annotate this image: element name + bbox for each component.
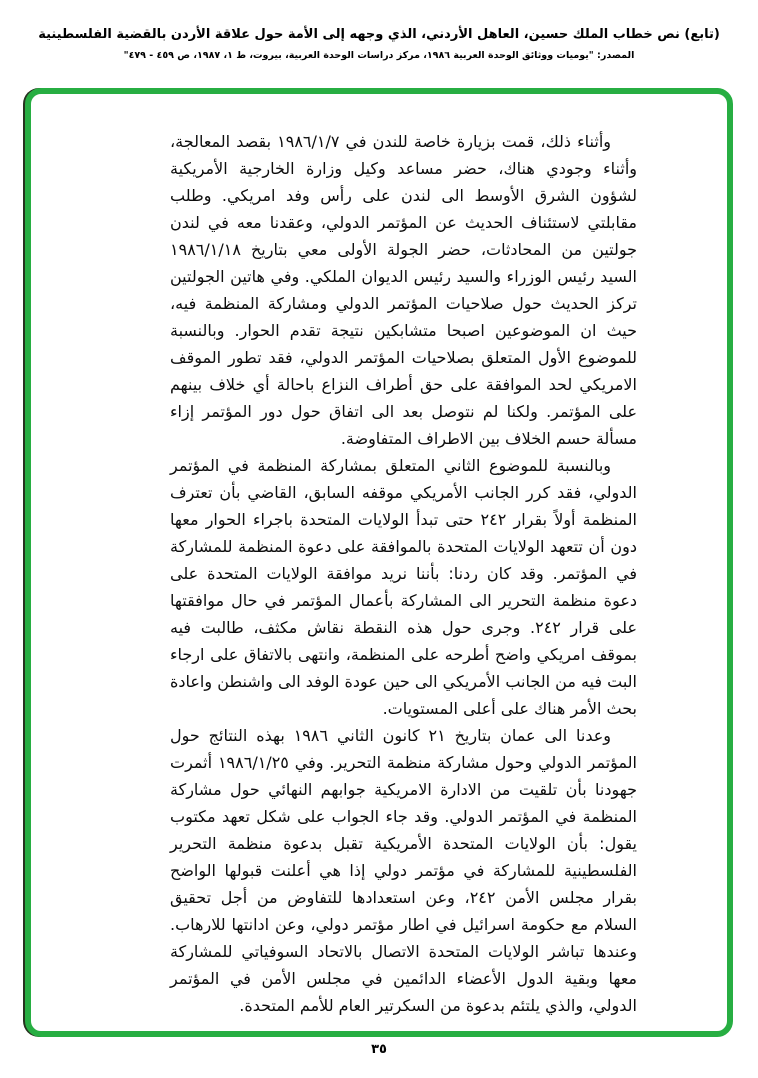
- green-border-frame: [25, 88, 733, 1037]
- paragraph-1: وأثناء ذلك، قمت بزيارة خاصة للندن في ١٩٨٦/١/٧ بقصد المعالجة، وأثناء وجودي هناك، حضر مساعد وكيل وزارة الخارجية الأمريكية لشؤون الشرق الأوسط الى لندن على رأس وفد امريكي. وطلب مقابلتي لاستئناف الحديث عن المؤتمر الدولي، وعقدنا معه في لندن جولتين من المحادثات، حضر الجولة الأولى معي بتاريخ ١٩٨٦/١/١٨ السيد رئيس الوزراء والسيد رئيس الديوان الملكي. وفي هاتين الجولتين تركز الحديث حول صلاحيات المؤتمر الدولي ومشاركة المنظمة فيه، حيث ان الموضوعين اصبحا متشابكين نتيجة تقدم الحوار. وبالنسبة للموضوع الأول المتعلق بصلاحيات المؤتمر الدولي، فقد تطور الموقف الامريكي لحد الموافقة على حق أطراف النزاع باحالة أي خلاف بينهم على المؤتمر. ولكنا لم نتوصل بعد الى اتفاق حول دور المؤتمر إزاء مسألة حسم الخلاف بين الاطراف المتفاوضة.: [170, 132, 637, 448]
- document-header: [20, 26, 738, 61]
- body-text-column: [31, 94, 727, 1031]
- page-number: ٣٥: [371, 1042, 387, 1057]
- source-citation-line: المصدر: "يوميات ووثائق الوحدة العربية ١٩٨٦، مركز دراسات الوحدة العربية، بيروت، ط ١، ١٩٨٧، ص ٤٥٩ - ٤٧٩": [123, 49, 635, 61]
- document-title: (تابع) نص خطاب الملك حسين، العاهل الأردني، الذي وجهه إلى الأمة حول علاقة الأردن بالقضية الفلسطينية: [38, 27, 720, 42]
- paragraph-3: وعدنا الى عمان بتاريخ ٢١ كانون الثاني ١٩٨٦ بهذه النتائج حول المؤتمر الدولي وحول مشاركة منظمة التحرير. وفي ١٩٨٦/١/٢٥ أثمرت جهودنا بأن تلقيت من الادارة الامريكية جوابهم النهائي حول مشاركة المنظمة في المؤتمر الدولي. وقد جاء الجواب على شكل تعهد مكتوب يقول: بأن الولايات المتحدة الأمريكية تقبل بدعوة منظمة التحرير الفلسطينية للمشاركة في مؤتمر دولي إذا هي أعلنت قبولها الواضح بقرار مجلس الأمن ٢٤٢، وعن استعدادها للتفاوض من أجل تحقيق السلام مع حكومة اسرائيل في اطار مؤتمر دولي، وعن ادانتها للارهاب. وعندها تباشر الولايات المتحدة الاتصال بالاتحاد السوفياتي للمشاركة معها وبقية الدول الأعضاء الدائمين في مجلس الأمن في المؤتمر الدولي، والذي يلتئم بدعوة من السكرتير العام للأمم المتحدة.: [170, 726, 638, 1015]
- paragraph-2: وبالنسبة للموضوع الثاني المتعلق بمشاركة المنظمة في المؤتمر الدولي، فقد كرر الجانب الأمريكي موقفه السابق، القاضي بأن تعترف المنظمة أولاً بقرار ٢٤٢ حتى تبدأ الولايات المتحدة باجراء الحوار معها دون أن تتعهد الولايات المتحدة بالموافقة على دعوة المنظمة للمشاركة في المؤتمر. وقد كان ردنا: بأننا نريد موافقة الولايات المتحدة على دعوة منظمة التحرير الى المشاركة بأعمال المؤتمر في حال موافقتها على قرار ٢٤٢. وجرى حول هذه النقطة نقاش مكثف، طالبت فيه بموقف امريكي واضح أطرحه على المنظمة، وانتهى بالاتفاق على ارجاء البت فيه من الجانب الأمريكي الى حين عودة الوفد الى واشنطن واعادة بحث الأمر هناك على أعلى المستويات.: [170, 456, 638, 718]
